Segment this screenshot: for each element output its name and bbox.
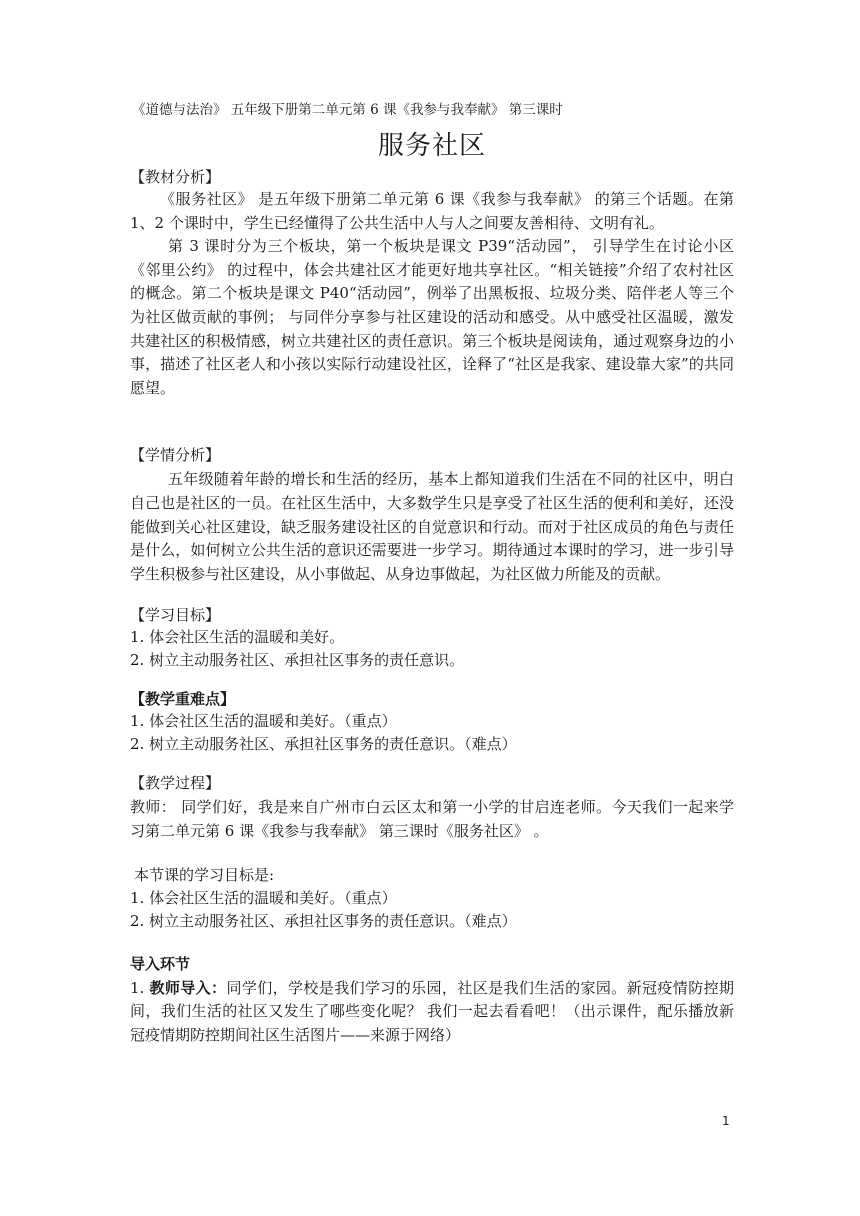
section-heading-student-analysis: 【学情分析】 [130, 446, 221, 465]
section-heading-introduction: 导入环节 [130, 954, 191, 973]
lesson-goal-item: 1. 体会社区生活的温暖和美好。（重点） [130, 888, 397, 907]
teacher-greeting-paragraph: 教师： 同学们好，我是来自广州市白云区太和第一小学的甘启连老师。今天我们一起来学习第二单元第 6 课《我参与我奉献》 第三课时《服务社区》 。 [130, 798, 734, 840]
section-heading-key-points: 【教学重难点】 [130, 690, 236, 709]
page-number: 1 [722, 1114, 730, 1128]
introduction-number: 1. [130, 978, 150, 997]
key-point-item: 2. 树立主动服务社区、承担社区事务的责任意识。（难点） [130, 735, 517, 754]
document-body [130, 100, 734, 1047]
introduction-paragraph [130, 977, 734, 1048]
lesson-goal-item: 2. 树立主动服务社区、承担社区事务的责任意识。（难点） [130, 911, 517, 930]
key-point-item: 1. 体会社区生活的温暖和美好。（重点） [130, 712, 397, 731]
student-analysis-paragraph: 五年级随着年龄的增长和生活的经历，基本上都知道我们生活在不同的社区中，明白自己也是社区的一员。在社区生活中，大多数学生只是享受了社区生活的便利和美好，还没能做到关心社区建设，缺乏服务建设社区的自觉意识和行动。而对于社区成员的角色与责任是什么，如何树立公共生活的意识还需要进一步学习。期待通过本课时的学习，进一步引导学生积极参与社区建设，从小事做起、从身边事做起，为社区做力所能及的贡献。 [130, 470, 734, 583]
course-header: 《道德与法治》 五年级下册第二单元第 6 课《我参与我奉献》 第三课时 [132, 102, 563, 118]
section-heading-learning-goals: 【学习目标】 [130, 606, 221, 625]
section-heading-teaching-process: 【教学过程】 [130, 774, 221, 793]
textbook-analysis-paragraph-2: 第 3 课时分为三个板块，第一个板块是课文 P39“活动园”， 引导学生在讨论小区《邻里公约》 的过程中，体会共建社区才能更好地共享社区。“相关链接”介绍了农村社区的概念。第二个板块是课文 P40“活动园”，例举了出黑板报、垃圾分类、陪伴老人等三个为社区做贡献的事例； 与同伴分享参与社区建设的活动和感受。从中感受社区温暖，激发共建社区的积极情感，树立共建社区的责任意识。第三个板块是阅读角，通过观察身边的小事，描述了社区老人和小孩以实际行动建设社区，诠释了“社区是我家、建设靠大家”的共同愿望。 [130, 237, 734, 397]
textbook-analysis-paragraph-1: 《服务社区》 是五年级下册第二单元第 6 课《我参与我奉献》 的第三个话题。在第 1、2 个课时中，学生已经懂得了公共生活中人与人之间要友善相待、文明有礼。 [130, 190, 734, 232]
page-title: 服务社区 [377, 131, 486, 161]
goals-intro-line: 本节课的学习目标是: [134, 865, 275, 884]
introduction-label: 教师导入： [149, 978, 227, 997]
section-heading-textbook-analysis: 【教材分析】 [130, 168, 221, 186]
introduction-text: 同学们，学校是我们学习的乐园，社区是我们生活的家园。新冠疫情防控期间，我们生活的社区又发生了哪些变化呢？ 我们一起去看看吧！（出示课件，配乐播放新冠疫情期防控期间社区生活图片——来源于网络） [130, 978, 734, 1044]
learning-goal-item: 2. 树立主动服务社区、承担社区事务的责任意识。 [130, 651, 465, 670]
learning-goal-item: 1. 体会社区生活的温暖和美好。 [130, 628, 345, 647]
